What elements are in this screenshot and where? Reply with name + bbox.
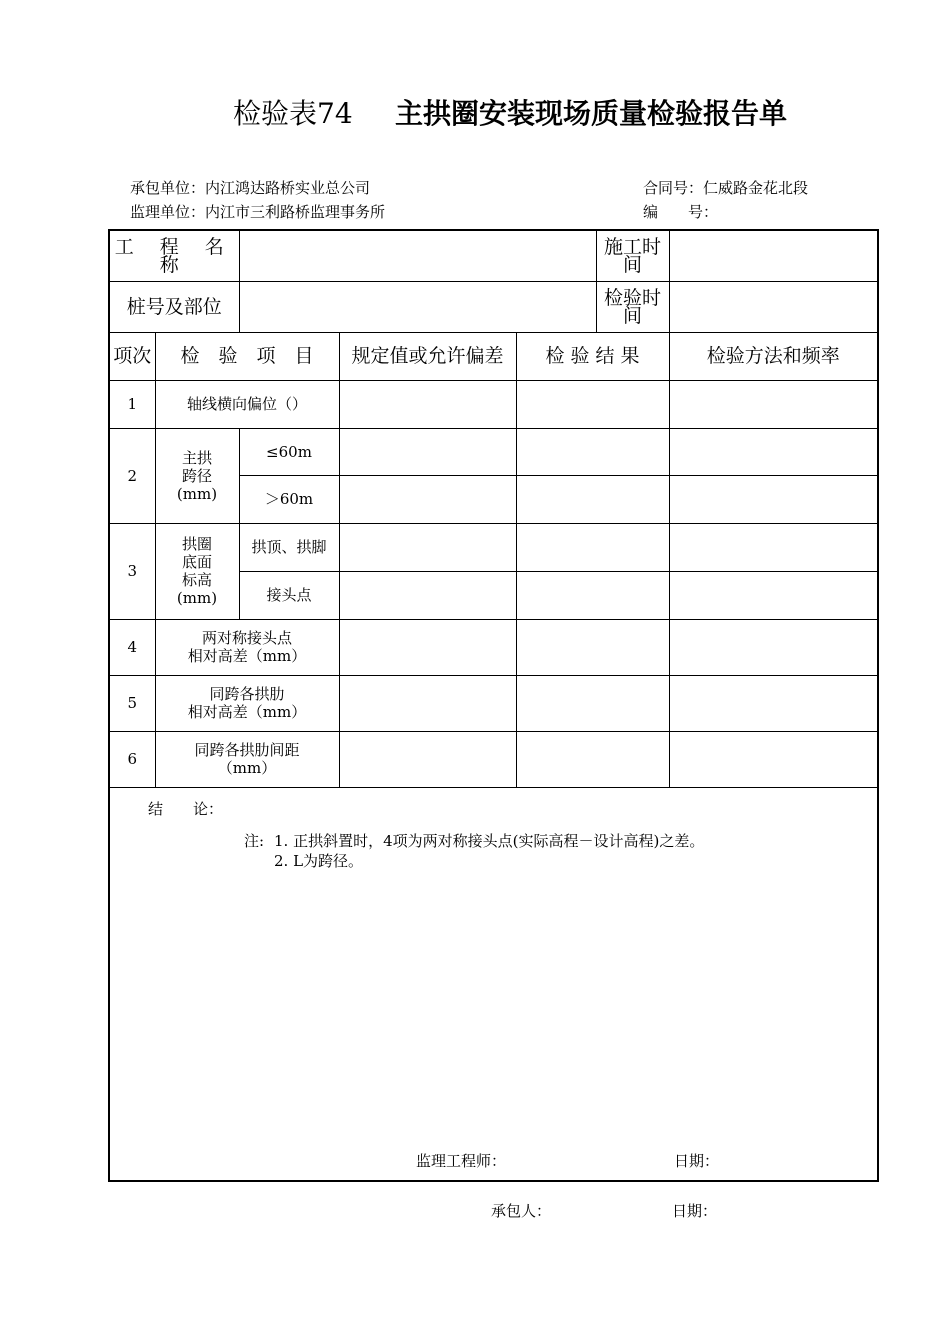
conclusion-label: 结 论： bbox=[148, 799, 224, 818]
group-label-line: (mm) bbox=[176, 589, 218, 607]
method-cell[interactable] bbox=[669, 523, 878, 571]
contractor-label: 承包单位： bbox=[130, 179, 206, 197]
group-label-line: 标高 bbox=[181, 571, 212, 589]
result-cell[interactable] bbox=[516, 571, 669, 619]
conclusion-area[interactable] bbox=[109, 787, 878, 1181]
row-sub-item: ≤60m bbox=[239, 428, 339, 475]
contract-no-value: 仁威路金花北段 bbox=[703, 179, 809, 197]
group-label-line: 跨径 bbox=[181, 466, 212, 485]
column-header-result: 检 验 结 果 bbox=[516, 332, 669, 380]
method-cell[interactable] bbox=[669, 475, 878, 523]
row-sub-item: ＞60m bbox=[239, 475, 339, 523]
row-sub-item: 接头点 bbox=[239, 571, 339, 619]
result-cell[interactable] bbox=[516, 675, 669, 731]
group-label-line: 底面 bbox=[181, 553, 212, 571]
inspection-time-field[interactable] bbox=[669, 281, 878, 332]
method-cell[interactable] bbox=[669, 619, 878, 675]
inspection-form-table bbox=[108, 229, 879, 1182]
supervising-engineer-label: 监理工程师： bbox=[416, 1151, 507, 1170]
station-label: 桩号及部位 bbox=[109, 281, 239, 332]
row-sub-item: 拱顶、拱脚 bbox=[239, 523, 339, 571]
form-number-title: 检验表74 bbox=[233, 97, 353, 130]
row-index: 1 bbox=[109, 380, 155, 428]
row-group-label bbox=[155, 428, 239, 523]
item-label-line: 相对高差（mm） bbox=[187, 703, 307, 721]
row-item bbox=[155, 619, 339, 675]
spec-cell[interactable] bbox=[339, 675, 516, 731]
note-label: 注: bbox=[244, 831, 265, 850]
construction-time-label: 施工时间 bbox=[596, 230, 669, 281]
serial-number-label: 编 号： bbox=[643, 203, 719, 221]
item-label-line: 两对称接头点 bbox=[201, 629, 292, 647]
row-item: 轴线横向偏位（） bbox=[155, 380, 339, 428]
row-index: 6 bbox=[109, 731, 155, 787]
contractor-date-label: 日期： bbox=[672, 1202, 718, 1220]
row-index: 5 bbox=[109, 675, 155, 731]
spec-cell[interactable] bbox=[339, 428, 516, 475]
row-index: 3 bbox=[109, 523, 155, 619]
result-cell[interactable] bbox=[516, 428, 669, 475]
row-index: 4 bbox=[109, 619, 155, 675]
column-header-method: 检验方法和频率 bbox=[669, 332, 878, 380]
spec-cell[interactable] bbox=[339, 380, 516, 428]
result-cell[interactable] bbox=[516, 523, 669, 571]
project-name-label: 工 程 名 称 bbox=[109, 230, 239, 281]
note-line-1: 1. 正拱斜置时，4项为两对称接头点(实际高程－设计高程)之差。 bbox=[274, 831, 705, 850]
row-item bbox=[155, 731, 339, 787]
spec-cell[interactable] bbox=[339, 523, 516, 571]
method-cell[interactable] bbox=[669, 571, 878, 619]
table-row bbox=[109, 523, 878, 571]
inspection-time-label: 检验时间 bbox=[596, 281, 669, 332]
supervisor-line bbox=[130, 201, 385, 222]
method-cell[interactable] bbox=[669, 380, 878, 428]
table-row bbox=[109, 428, 878, 475]
item-label-line: 同跨各拱肋 bbox=[209, 685, 285, 703]
row-group-label bbox=[155, 523, 239, 619]
project-name-field[interactable] bbox=[239, 230, 596, 281]
spec-cell[interactable] bbox=[339, 619, 516, 675]
result-cell[interactable] bbox=[516, 475, 669, 523]
station-field[interactable] bbox=[239, 281, 596, 332]
method-cell[interactable] bbox=[669, 428, 878, 475]
table-row bbox=[109, 619, 878, 675]
column-header-index: 项次 bbox=[109, 332, 155, 380]
contractor-value: 内江鸿达路桥实业总公司 bbox=[205, 179, 371, 197]
row-item bbox=[155, 675, 339, 731]
contract-no-label: 合同号： bbox=[643, 179, 704, 197]
row-index: 2 bbox=[109, 428, 155, 523]
table-row bbox=[109, 380, 878, 428]
method-cell[interactable] bbox=[669, 675, 878, 731]
spec-cell[interactable] bbox=[339, 731, 516, 787]
table-row bbox=[109, 675, 878, 731]
result-cell[interactable] bbox=[516, 731, 669, 787]
method-cell[interactable] bbox=[669, 731, 878, 787]
note-line-2: 2. L为跨径。 bbox=[274, 851, 364, 870]
contractor-line bbox=[130, 177, 370, 198]
result-cell[interactable] bbox=[516, 380, 669, 428]
contractor-person-label: 承包人： bbox=[491, 1202, 552, 1220]
construction-time-field[interactable] bbox=[669, 230, 878, 281]
supervisor-date-label: 日期： bbox=[674, 1151, 720, 1170]
page-title: 主拱圈安装现场质量检验报告单 bbox=[395, 97, 788, 130]
column-header-spec: 规定值或允许偏差 bbox=[339, 332, 516, 380]
item-label-line: （mm） bbox=[217, 759, 277, 777]
table-row bbox=[109, 731, 878, 787]
group-label-line: 拱圈 bbox=[181, 535, 212, 553]
supervisor-label: 监理单位： bbox=[130, 203, 206, 221]
spec-cell[interactable] bbox=[339, 571, 516, 619]
supervisor-value: 内江市三利路桥监理事务所 bbox=[205, 203, 386, 221]
item-label-line: 同跨各拱肋间距 bbox=[194, 741, 300, 759]
result-cell[interactable] bbox=[516, 619, 669, 675]
group-label-line: 主拱 bbox=[181, 448, 212, 467]
contract-no-line bbox=[643, 177, 808, 198]
item-label-line: 相对高差（mm） bbox=[187, 647, 307, 665]
spec-cell[interactable] bbox=[339, 475, 516, 523]
column-header-item: 检 验 项 目 bbox=[155, 332, 339, 380]
group-label-line: (mm) bbox=[176, 484, 218, 503]
